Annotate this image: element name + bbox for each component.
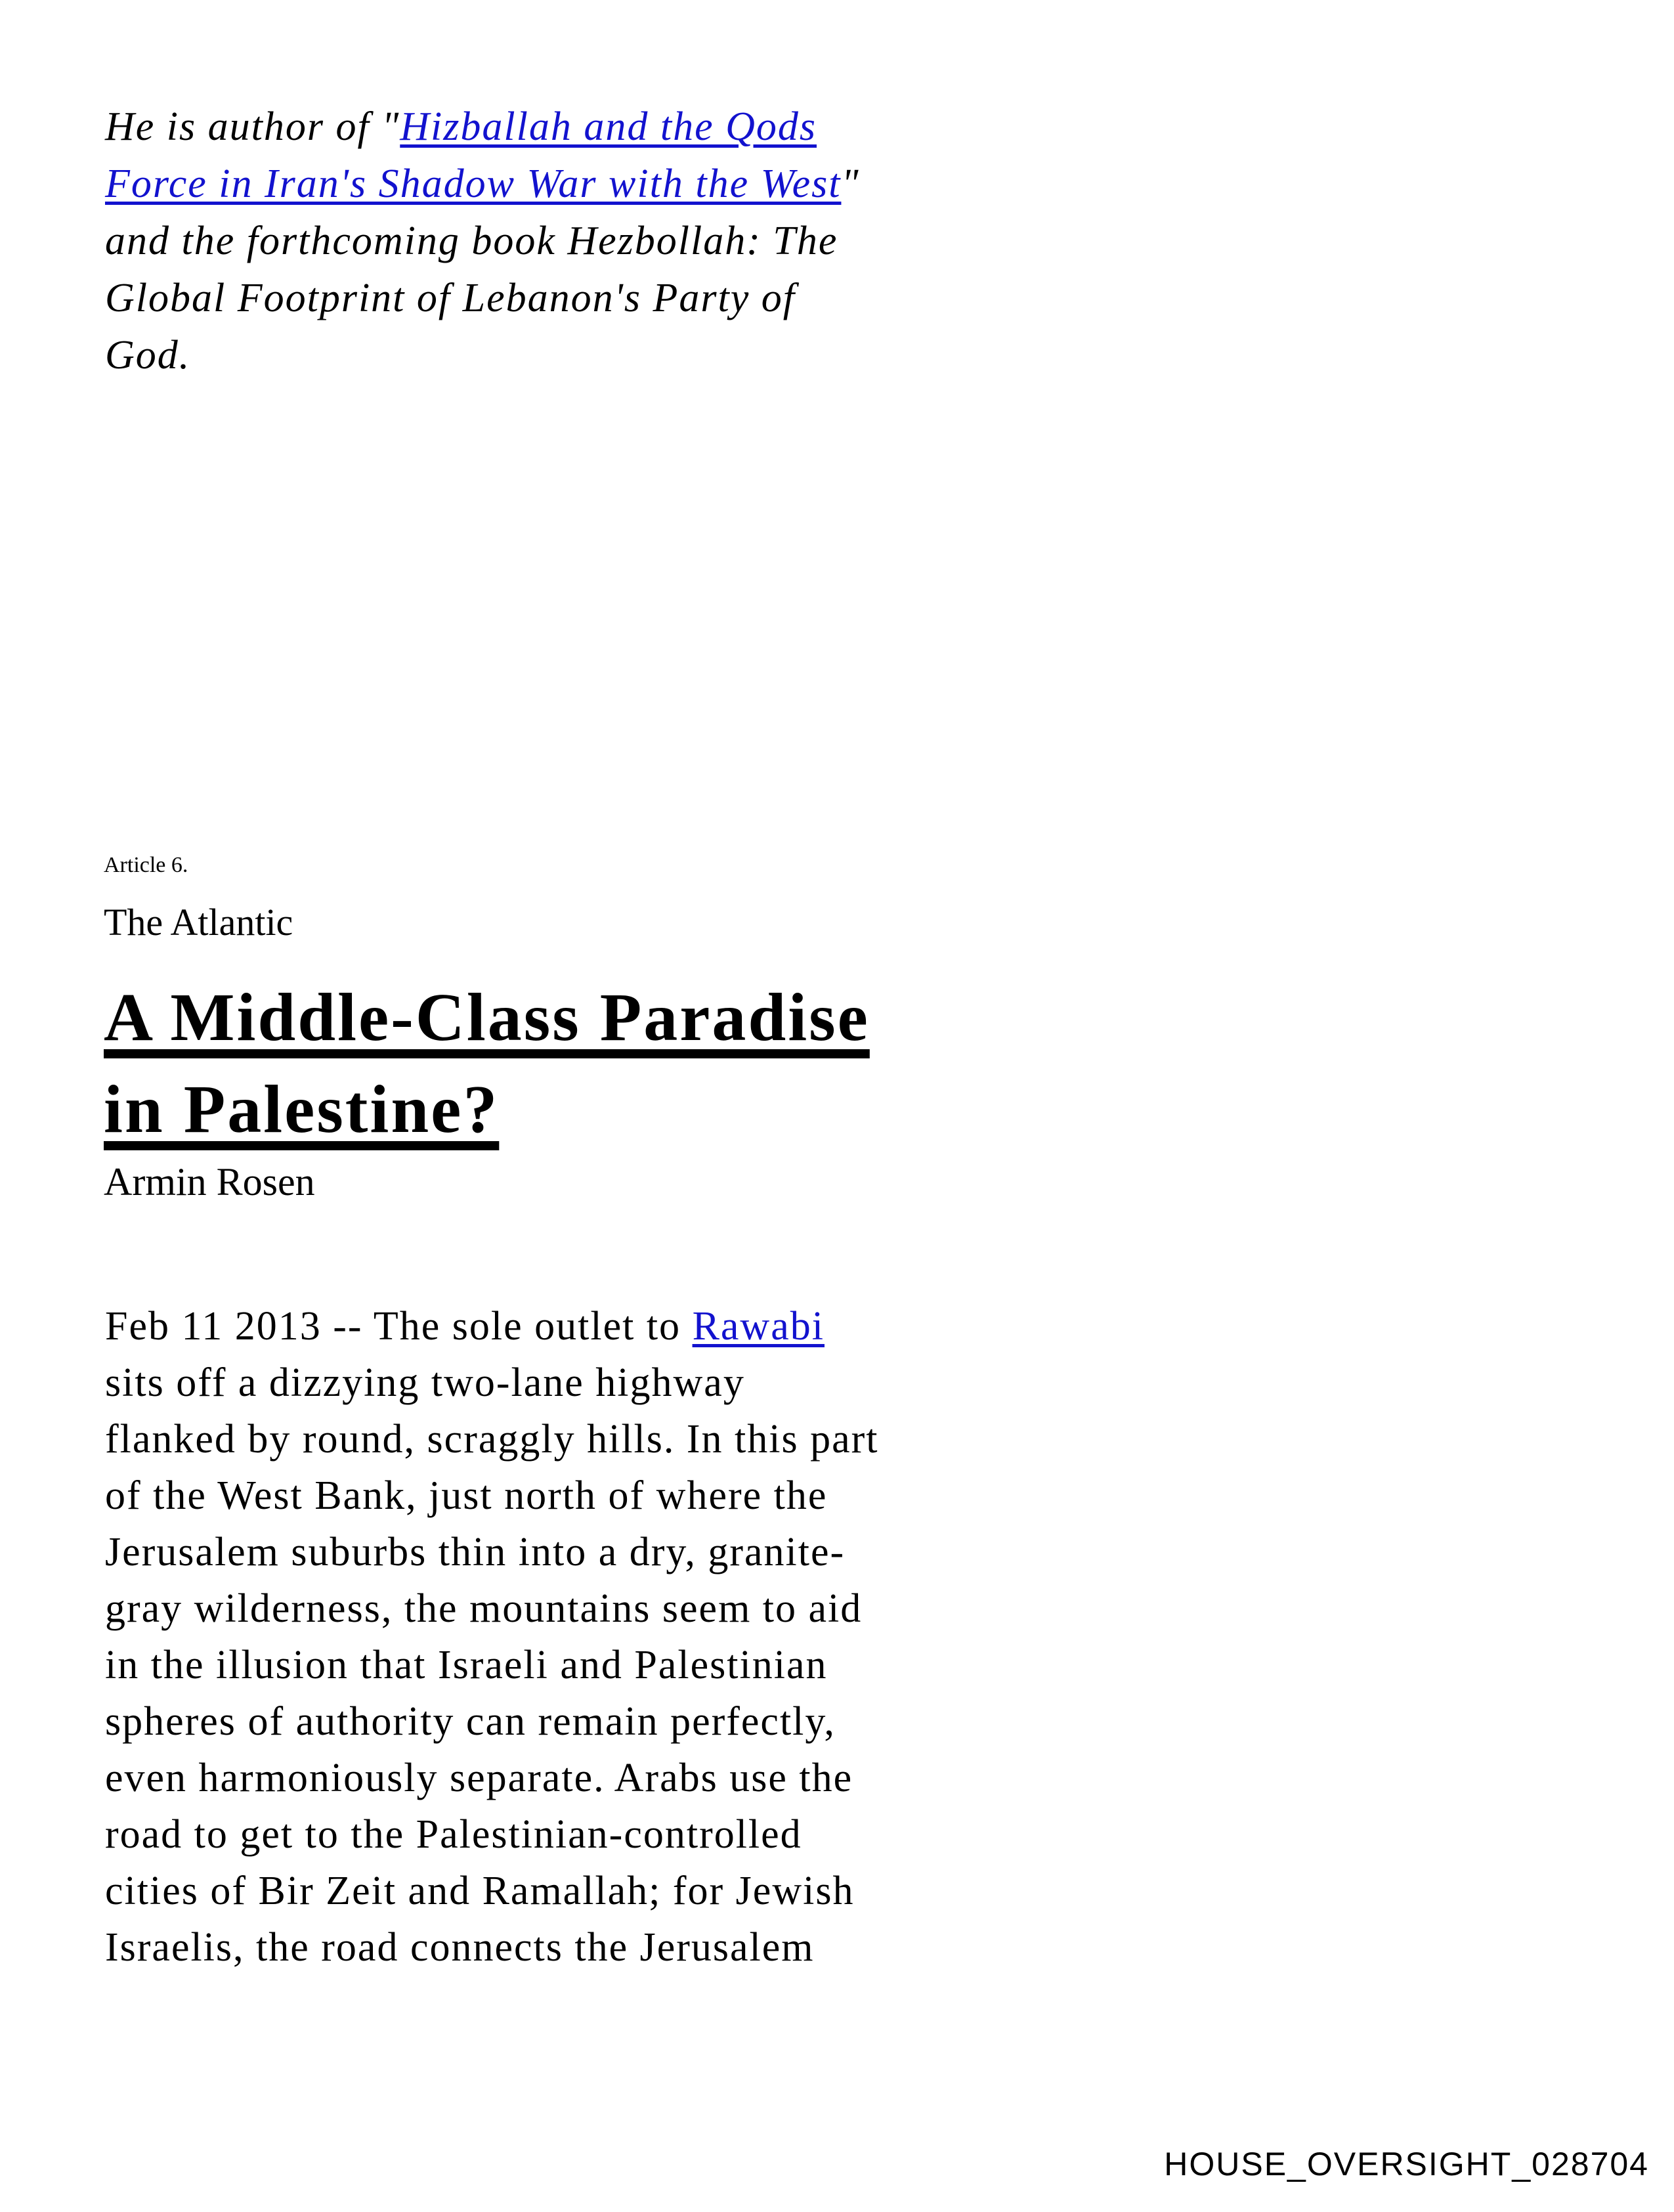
text-run: even harmoniously separate. Arabs use the	[105, 1756, 853, 1800]
text-run: "	[841, 162, 860, 206]
text-run: Global Footprint of Lebanon's Party of	[105, 276, 796, 320]
hizballah-book-link[interactable]: Hizballah and the Qods	[400, 104, 817, 149]
text-run: Feb 11 2013 -- The sole outlet to	[105, 1304, 693, 1349]
text-run: in Palestine?	[104, 1072, 500, 1147]
text-run: cities of Bir Zeit and Ramallah; for Jewish	[105, 1869, 855, 1913]
text-run: Jerusalem suburbs thin into a dry, granite-	[105, 1530, 846, 1574]
article-body-paragraph	[105, 1298, 1090, 1976]
text-run: road to get to the Palestinian-controlled	[105, 1812, 802, 1857]
text-run: spheres of authority can remain perfectly,	[105, 1699, 836, 1744]
article-number-label: Article 6.	[104, 853, 188, 877]
text-run: and the forthcoming book Hezbollah: The	[105, 219, 838, 263]
text-run: Israelis, the road connects the Jerusalem	[105, 1925, 815, 1970]
text-run: sits off a dizzying two-lane highway	[105, 1360, 745, 1405]
text-run: A Middle-Class Paradise	[104, 980, 870, 1055]
text-run: He is author of "	[105, 104, 400, 149]
publication-name: The Atlantic	[104, 901, 293, 943]
bates-stamp: HOUSE_OVERSIGHT_028704	[1164, 2146, 1649, 2182]
text-run: God.	[105, 333, 191, 378]
text-run: gray wilderness, the mountains seem to aid	[105, 1586, 863, 1631]
text-run: in the illusion that Israeli and Palestinian	[105, 1643, 828, 1687]
article-headline	[104, 972, 1088, 1156]
rawabi-link[interactable]: Rawabi	[692, 1304, 825, 1349]
text-run: of the West Bank, just north of where the	[105, 1473, 828, 1518]
text-run: flanked by round, scraggly hills. In this part	[105, 1417, 879, 1462]
article-byline: Armin Rosen	[104, 1160, 315, 1204]
hizballah-book-link[interactable]: Force in Iran's Shadow War with the West	[105, 162, 842, 206]
author-bio-note	[105, 98, 1077, 384]
